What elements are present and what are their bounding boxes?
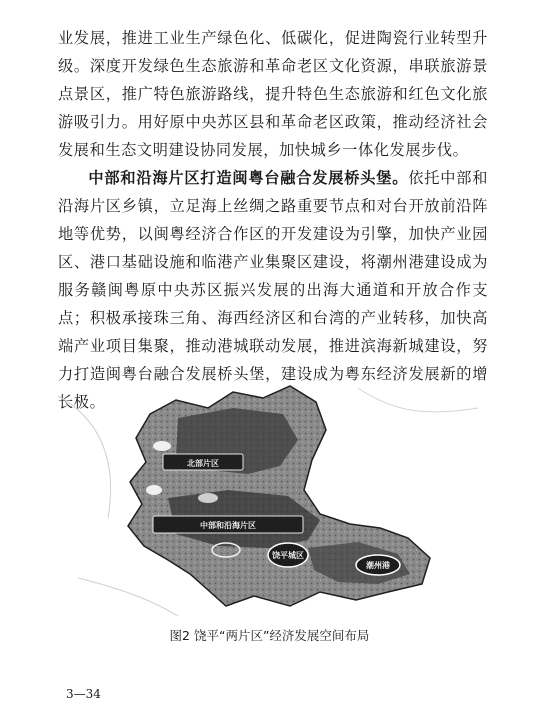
town-marker — [153, 441, 171, 451]
regional-map-figure — [58, 378, 488, 616]
north-zone-label: 北部片区 — [187, 459, 219, 468]
town-marker — [198, 493, 218, 503]
paragraph-1 — [58, 24, 488, 164]
paragraph-1-text: 业发展，推进工业生产绿色化、低碳化，促进陶瓷行业转型升级。深度开发绿色生态旅游和革命老区文化资源，串联旅游景点景区，推广特色旅游路线，提升特色生态旅游和红色文化旅游吸引力。用好原中央苏区县和革命老区政策，推动经济社会发展和生态文明建设协同发展，加快城乡一体化发展步伐。 — [58, 29, 488, 159]
background-road — [78, 578, 178, 616]
background-road — [58, 396, 111, 518]
raoping-urban-label: 饶平城区 — [272, 551, 304, 560]
paragraph-2-lead: 中部和沿海片区打造闽粤台融合发展桥头堡。 — [88, 169, 409, 187]
chaozhou-port-label: 潮州港 — [366, 561, 390, 570]
central-coastal-zone-label: 中部和沿海片区 — [200, 521, 256, 530]
figure-caption: 图2 饶平“两片区”经济发展空间布局 — [169, 628, 370, 643]
background-road — [358, 388, 478, 412]
paragraph-2-text: 依托中部和沿海片区乡镇，立足海上丝绸之路重要节点和对台开放前沿阵地等优势，以闽粤经济合作区的开发建设为引擎，加快产业园区、港口基础设施和临港产业集聚区建设，将潮州港建设成为服务赣闽粤原中央苏区振兴发展的出海大通道和开放合作支点；积极承接珠三角、海西经济区和台湾的产业转移，加快高端产业项目集聚，推动港城联动发展，推进滨海新城建设，努力打造闽粤台融合发展桥头堡，建设成为粤东经济发展新的增长极。 — [58, 169, 489, 411]
regional-map — [58, 378, 488, 616]
page-number: 3—34 — [66, 687, 101, 701]
town-marker — [146, 485, 162, 495]
